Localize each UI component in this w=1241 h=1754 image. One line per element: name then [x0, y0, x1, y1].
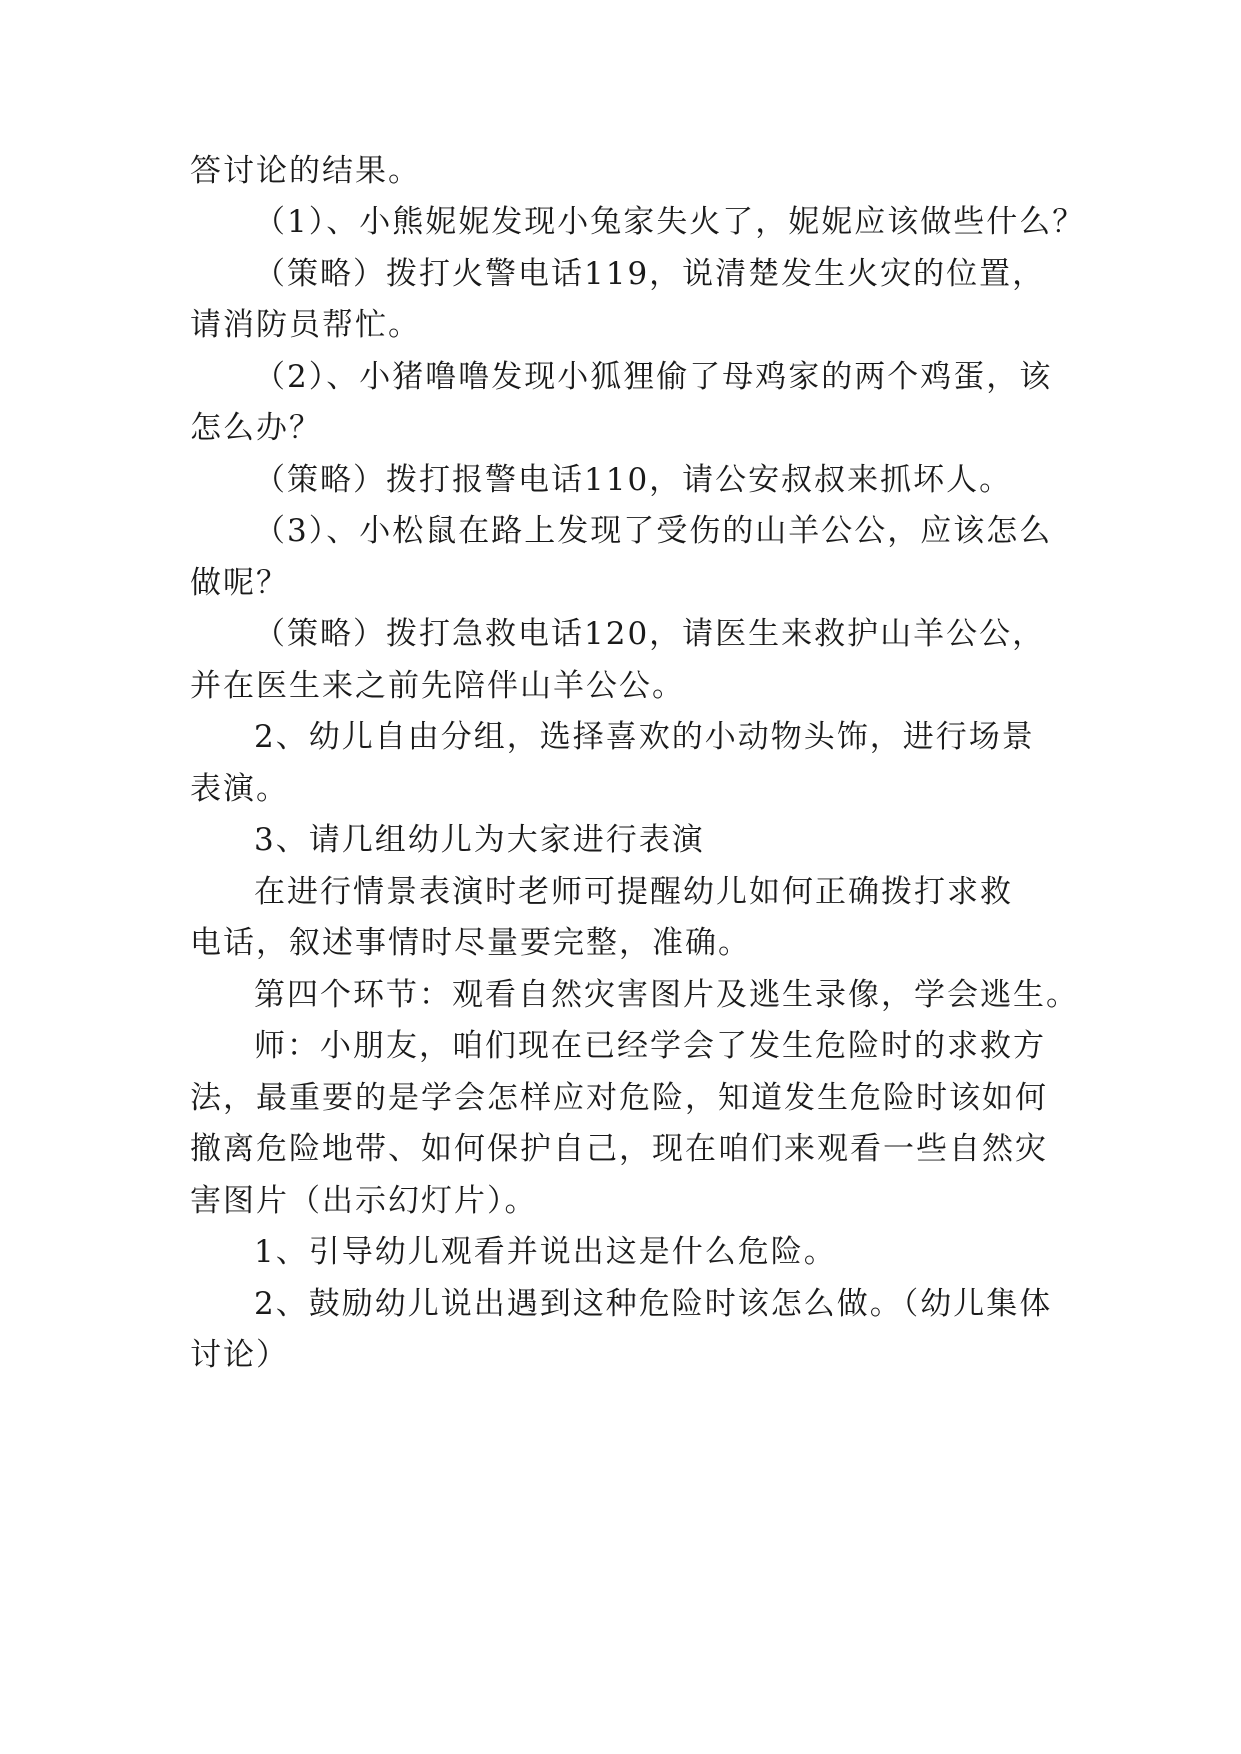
text-line: （策略）拨打报警电话110，请公安叔叔来抓坏人。: [254, 462, 1013, 498]
text-line: （3）、小松鼠在路上发现了受伤的山羊公公，应该怎么: [254, 513, 1053, 549]
text-line: 1、引导幼儿观看并说出这是什么危险。: [254, 1234, 837, 1270]
text-line: 请消防员帮忙。: [190, 307, 421, 343]
text-line: （1）、小熊妮妮发现小兔家失火了，妮妮应该做些什么？: [254, 204, 1086, 240]
text-line: 答讨论的结果。: [190, 153, 421, 189]
text-line: 并在医生来之前先陪伴山羊公公。: [190, 668, 685, 704]
text-line: （2）、小猪噜噜发现小狐狸偷了母鸡家的两个鸡蛋，该: [254, 359, 1053, 395]
text-line: 电话，叙述事情时尽量要完整，准确。: [190, 925, 751, 961]
text-line: 害图片（出示幻灯片）。: [190, 1183, 538, 1219]
text-line: 第四个环节：观看自然灾害图片及逃生录像，学会逃生。: [254, 977, 1079, 1013]
text-line: 在进行情景表演时老师可提醒幼儿如何正确拨打求救: [254, 874, 1013, 910]
text-line: 师：小朋友，咱们现在已经学会了发生危险时的求救方: [254, 1028, 1046, 1064]
text-line: 2、幼儿自由分组，选择喜欢的小动物头饰，进行场景: [254, 719, 1035, 755]
text-line: （策略）拨打急救电话120，请医生来救护山羊公公，: [254, 616, 1046, 652]
text-line: 3、请几组幼儿为大家进行表演: [254, 822, 705, 858]
text-line: 2、鼓励幼儿说出遇到这种危险时该怎么做。（幼儿集体: [254, 1286, 1053, 1322]
text-line: 怎么办？: [190, 410, 322, 446]
text-line: （策略）拨打火警电话119，说清楚发生火灾的位置，: [254, 256, 1046, 292]
text-line: 做呢？: [190, 565, 289, 601]
text-line: 法，最重要的是学会怎样应对危险，知道发生危险时该如何: [190, 1080, 1048, 1116]
text-line: 讨论）: [190, 1337, 289, 1373]
text-line: 表演。: [190, 771, 289, 807]
text-line: 撤离危险地带、如何保护自己，现在咱们来观看一些自然灾: [190, 1131, 1048, 1167]
